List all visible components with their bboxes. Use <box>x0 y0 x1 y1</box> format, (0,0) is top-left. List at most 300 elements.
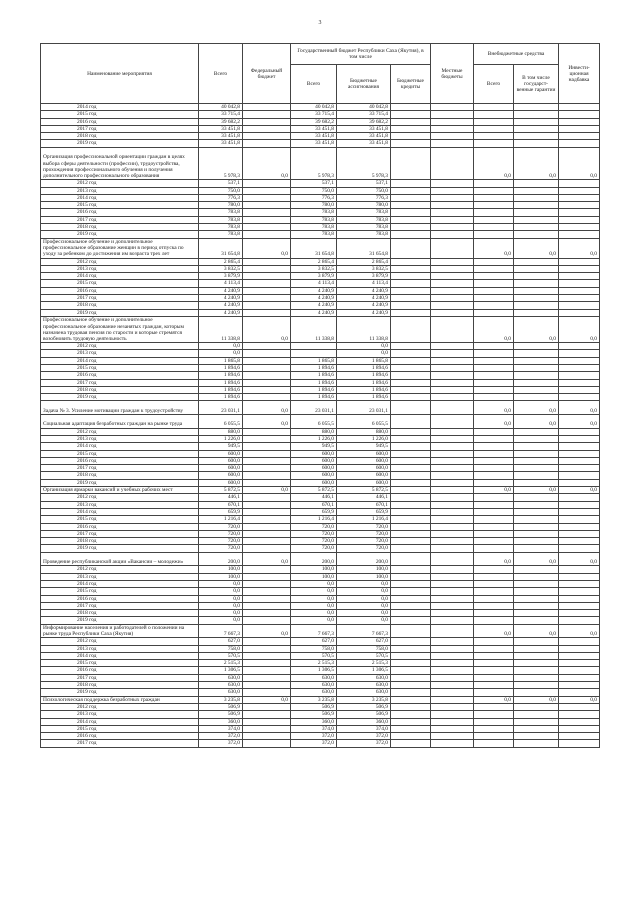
cell-extra-total <box>474 394 514 401</box>
cell-rep-total: 1 894,6 <box>291 394 337 401</box>
cell-local <box>431 357 474 364</box>
cell-extra-total <box>474 372 514 379</box>
cell-rep-total: 600,0 <box>291 450 337 457</box>
cell-total: 783,8 <box>199 224 243 231</box>
year-row <box>41 674 600 681</box>
cell-federal <box>243 287 291 294</box>
year-label: 2013 год <box>41 501 199 508</box>
cell-federal <box>243 104 291 111</box>
cell-local <box>431 350 474 357</box>
cell-local <box>431 443 474 450</box>
activity-row <box>41 147 600 180</box>
cell-rep-credit <box>391 343 431 350</box>
cell-rep-total: 372,0 <box>291 733 337 740</box>
cell-extra-total <box>474 386 514 393</box>
cell-extra-total <box>474 703 514 710</box>
cell-extra-total: 0,0 <box>474 415 514 429</box>
cell-rep-total: 11 338,8 <box>291 316 337 342</box>
cell-total: 40 042,8 <box>199 104 243 111</box>
year-row <box>41 610 600 617</box>
cell-local <box>431 602 474 609</box>
cell-federal <box>243 523 291 530</box>
cell-rep-total: 3 879,9 <box>291 273 337 280</box>
cell-total: 374,0 <box>199 725 243 732</box>
cell-local <box>431 652 474 659</box>
cell-innov: 0,0 <box>559 624 600 638</box>
cell-rep-invest: 1 894,6 <box>337 386 391 393</box>
cell-federal: 0,0 <box>243 552 291 566</box>
cell-extra-total <box>474 379 514 386</box>
cell-local <box>431 394 474 401</box>
cell-rep-invest: 783,8 <box>337 216 391 223</box>
year-row <box>41 379 600 386</box>
cell-federal <box>243 479 291 486</box>
cell-local <box>431 689 474 696</box>
cell-innov <box>559 530 600 537</box>
year-label: 2014 год <box>41 652 199 659</box>
cell-federal <box>243 733 291 740</box>
year-row <box>41 602 600 609</box>
cell-innov <box>559 140 600 147</box>
cell-rep-total: 1 894,6 <box>291 372 337 379</box>
cell-innov <box>559 660 600 667</box>
cell-rep-credit <box>391 703 431 710</box>
cell-rep-credit <box>391 573 431 580</box>
cell-extra-ppp <box>514 733 559 740</box>
cell-extra-ppp <box>514 231 559 238</box>
cell-innov <box>559 602 600 609</box>
cell-total: 1 894,6 <box>199 365 243 372</box>
cell-rep-invest: 627,0 <box>337 638 391 645</box>
cell-rep-invest: 1 894,6 <box>337 372 391 379</box>
cell-rep-invest: 783,8 <box>337 224 391 231</box>
cell-local <box>431 733 474 740</box>
cell-rep-total: 1 865,8 <box>291 357 337 364</box>
cell-extra-total <box>474 718 514 725</box>
cell-rep-credit <box>391 465 431 472</box>
cell-total: 6 055,5 <box>199 415 243 429</box>
cell-rep-credit <box>391 472 431 479</box>
cell-rep-credit <box>391 224 431 231</box>
cell-total: 4 113,4 <box>199 280 243 287</box>
cell-total: 627,0 <box>199 638 243 645</box>
cell-extra-ppp <box>514 674 559 681</box>
cell-extra-ppp: 0,0 <box>514 147 559 180</box>
cell-total: 750,0 <box>199 187 243 194</box>
cell-federal <box>243 435 291 442</box>
cell-rep-credit <box>391 552 431 566</box>
cell-local <box>431 302 474 309</box>
year-label: 2014 год <box>41 580 199 587</box>
cell-total: 783,8 <box>199 231 243 238</box>
cell-rep-total: 39 682,2 <box>291 118 337 125</box>
cell-rep-total: 600,0 <box>291 457 337 464</box>
year-row <box>41 357 600 364</box>
cell-innov <box>559 523 600 530</box>
cell-extra-total <box>474 350 514 357</box>
year-row <box>41 111 600 118</box>
year-label: 2013 год <box>41 645 199 652</box>
cell-rep-credit <box>391 372 431 379</box>
cell-federal <box>243 682 291 689</box>
year-label: 2015 год <box>41 660 199 667</box>
year-label: 2017 год <box>41 740 199 747</box>
cell-total: 4 240,9 <box>199 295 243 302</box>
cell-rep-invest: 1 894,6 <box>337 365 391 372</box>
cell-rep-total: 1 894,6 <box>291 365 337 372</box>
cell-innov <box>559 538 600 545</box>
cell-rep-invest: 0,0 <box>337 610 391 617</box>
cell-total: 33 715,4 <box>199 111 243 118</box>
cell-rep-total: 758,0 <box>291 645 337 652</box>
cell-rep-credit <box>391 516 431 523</box>
cell-local <box>431 316 474 342</box>
cell-total: 2 865,4 <box>199 258 243 265</box>
year-label: 2019 год <box>41 479 199 486</box>
cell-extra-ppp <box>514 595 559 602</box>
year-row <box>41 309 600 316</box>
cell-rep-credit <box>391 638 431 645</box>
cell-rep-total: 630,0 <box>291 689 337 696</box>
cell-innov <box>559 180 600 187</box>
year-row <box>41 295 600 302</box>
cell-innov <box>559 379 600 386</box>
cell-extra-ppp <box>514 689 559 696</box>
cell-extra-ppp <box>514 479 559 486</box>
cell-innov <box>559 674 600 681</box>
cell-extra-total <box>474 740 514 747</box>
cell-rep-invest: 446,1 <box>337 494 391 501</box>
year-label: 2018 год <box>41 610 199 617</box>
cell-total: 0,0 <box>199 588 243 595</box>
cell-innov <box>559 133 600 140</box>
cell-innov <box>559 566 600 573</box>
cell-local <box>431 588 474 595</box>
year-row <box>41 457 600 464</box>
cell-federal <box>243 231 291 238</box>
cell-innov <box>559 725 600 732</box>
cell-extra-ppp <box>514 516 559 523</box>
cell-rep-invest: 6 055,5 <box>337 415 391 429</box>
cell-extra-total <box>474 588 514 595</box>
cell-extra-ppp <box>514 443 559 450</box>
cell-rep-total: 780,0 <box>291 202 337 209</box>
activity-row <box>41 238 600 258</box>
cell-rep-invest: 2 865,4 <box>337 258 391 265</box>
year-label: 2014 год <box>41 508 199 515</box>
cell-rep-credit <box>391 530 431 537</box>
cell-innov <box>559 457 600 464</box>
cell-extra-ppp <box>514 472 559 479</box>
cell-extra-ppp <box>514 394 559 401</box>
cell-extra-ppp <box>514 280 559 287</box>
cell-total: 5 978,3 <box>199 147 243 180</box>
cell-extra-total <box>474 689 514 696</box>
cell-extra-total: 0,0 <box>474 401 514 415</box>
activity-name: Профессиональное обучение и дополнительное профессиональное образование незанятых граждан, которым назначена трудовая пенсия по старости и которые стремятся возобновить трудовую деятельность <box>41 316 199 342</box>
cell-extra-total <box>474 287 514 294</box>
cell-rep-total: 200,0 <box>291 552 337 566</box>
cell-rep-total: 33 715,4 <box>291 111 337 118</box>
cell-total: 949,5 <box>199 443 243 450</box>
cell-rep-credit <box>391 711 431 718</box>
year-label: 2018 год <box>41 133 199 140</box>
year-row <box>41 538 600 545</box>
cell-rep-invest: 600,0 <box>337 465 391 472</box>
cell-total: 5 872,5 <box>199 487 243 494</box>
cell-rep-total: 7 667,3 <box>291 624 337 638</box>
cell-rep-credit <box>391 545 431 552</box>
cell-innov <box>559 501 600 508</box>
cell-innov <box>559 733 600 740</box>
cell-federal <box>243 465 291 472</box>
cell-extra-ppp <box>514 118 559 125</box>
cell-federal: 0,0 <box>243 624 291 638</box>
cell-extra-total <box>474 309 514 316</box>
cell-rep-credit <box>391 394 431 401</box>
cell-local <box>431 682 474 689</box>
cell-local <box>431 696 474 703</box>
cell-rep-total: 630,0 <box>291 674 337 681</box>
cell-extra-ppp <box>514 566 559 573</box>
cell-rep-credit <box>391 718 431 725</box>
cell-local <box>431 624 474 638</box>
cell-innov <box>559 645 600 652</box>
year-row <box>41 530 600 537</box>
year-row <box>41 104 600 111</box>
cell-rep-credit <box>391 265 431 272</box>
cell-rep-invest: 600,0 <box>337 450 391 457</box>
cell-total: 1 894,6 <box>199 386 243 393</box>
cell-local <box>431 202 474 209</box>
cell-rep-credit <box>391 386 431 393</box>
year-label: 2016 год <box>41 733 199 740</box>
cell-innov <box>559 258 600 265</box>
cell-federal <box>243 472 291 479</box>
cell-total: 720,0 <box>199 530 243 537</box>
cell-extra-total <box>474 343 514 350</box>
cell-local <box>431 566 474 573</box>
year-row <box>41 516 600 523</box>
cell-rep-total: 600,0 <box>291 479 337 486</box>
cell-extra-ppp <box>514 602 559 609</box>
cell-local <box>431 552 474 566</box>
cell-innov <box>559 302 600 309</box>
cell-extra-ppp <box>514 216 559 223</box>
activity-row <box>41 696 600 703</box>
cell-rep-invest: 0,0 <box>337 588 391 595</box>
cell-total: 600,0 <box>199 472 243 479</box>
year-row <box>41 265 600 272</box>
cell-innov <box>559 309 600 316</box>
cell-rep-credit <box>391 652 431 659</box>
cell-extra-ppp <box>514 258 559 265</box>
year-label: 2015 год <box>41 516 199 523</box>
cell-local <box>431 718 474 725</box>
cell-extra-total <box>474 104 514 111</box>
cell-federal <box>243 394 291 401</box>
cell-rep-invest: 780,0 <box>337 202 391 209</box>
cell-rep-invest: 630,0 <box>337 689 391 696</box>
cell-extra-ppp <box>514 273 559 280</box>
cell-total: 3 879,9 <box>199 273 243 280</box>
cell-extra-total <box>474 280 514 287</box>
cell-total: 0,0 <box>199 610 243 617</box>
year-label: 2015 год <box>41 725 199 732</box>
year-label: 2013 год <box>41 265 199 272</box>
cell-local <box>431 573 474 580</box>
cell-extra-total <box>474 494 514 501</box>
year-label: 2015 год <box>41 280 199 287</box>
cell-total: 23 031,1 <box>199 401 243 415</box>
cell-innov <box>559 508 600 515</box>
activity-name: Профессиональное обучение и дополнительное профессиональное образование женщин в период отпуска по уходу за ребенком до достижения им возраста трех лет <box>41 238 199 258</box>
cell-extra-total <box>474 645 514 652</box>
activity-name: Психологическая поддержка безработных граждан <box>41 696 199 703</box>
cell-total: 1 865,8 <box>199 357 243 364</box>
cell-extra-total <box>474 265 514 272</box>
cell-extra-total <box>474 501 514 508</box>
cell-extra-total <box>474 273 514 280</box>
cell-innov <box>559 224 600 231</box>
cell-rep-total: 100,0 <box>291 566 337 573</box>
year-label: 2017 год <box>41 530 199 537</box>
header-innov: Инвести-ционная надбавка <box>559 44 600 104</box>
cell-total: 780,0 <box>199 202 243 209</box>
cell-extra-total <box>474 435 514 442</box>
cell-extra-ppp <box>514 111 559 118</box>
cell-extra-ppp <box>514 617 559 624</box>
cell-local <box>431 118 474 125</box>
cell-rep-credit <box>391 280 431 287</box>
cell-rep-invest: 670,1 <box>337 501 391 508</box>
cell-rep-invest: 1 894,6 <box>337 379 391 386</box>
year-label: 2018 год <box>41 386 199 393</box>
cell-federal <box>243 508 291 515</box>
cell-rep-invest: 100,0 <box>337 573 391 580</box>
cell-rep-credit <box>391 209 431 216</box>
cell-total: 33 451,8 <box>199 133 243 140</box>
cell-rep-invest: 0,0 <box>337 350 391 357</box>
cell-extra-total <box>474 258 514 265</box>
cell-rep-credit <box>391 725 431 732</box>
cell-rep-credit <box>391 147 431 180</box>
year-label: 2018 год <box>41 682 199 689</box>
cell-rep-credit <box>391 180 431 187</box>
cell-total: 630,0 <box>199 682 243 689</box>
year-row <box>41 638 600 645</box>
cell-extra-ppp <box>514 580 559 587</box>
cell-local <box>431 104 474 111</box>
header-federal: Федеральный бюджет <box>243 44 291 104</box>
cell-rep-total: 720,0 <box>291 530 337 537</box>
cell-rep-credit <box>391 457 431 464</box>
cell-total: 1 216,4 <box>199 516 243 523</box>
cell-extra-ppp: 0,0 <box>514 487 559 494</box>
cell-rep-credit <box>391 104 431 111</box>
cell-total: 4 240,9 <box>199 309 243 316</box>
year-label: 2019 год <box>41 545 199 552</box>
year-row <box>41 479 600 486</box>
cell-innov <box>559 494 600 501</box>
year-row <box>41 545 600 552</box>
activity-row <box>41 487 600 494</box>
cell-total: 0,0 <box>199 350 243 357</box>
activity-name: Организация ярмарки вакансий и учебных рабочих мест <box>41 487 199 494</box>
cell-extra-ppp <box>514 287 559 294</box>
year-label: 2014 год <box>41 104 199 111</box>
cell-extra-ppp <box>514 494 559 501</box>
cell-rep-credit <box>391 287 431 294</box>
cell-innov <box>559 428 600 435</box>
cell-federal <box>243 501 291 508</box>
cell-federal <box>243 595 291 602</box>
cell-total: 0,0 <box>199 617 243 624</box>
cell-federal <box>243 372 291 379</box>
cell-rep-credit <box>391 118 431 125</box>
cell-local <box>431 457 474 464</box>
cell-federal <box>243 674 291 681</box>
year-label: 2013 год <box>41 573 199 580</box>
cell-extra-total: 0,0 <box>474 147 514 180</box>
cell-rep-credit <box>391 682 431 689</box>
cell-extra-ppp <box>514 224 559 231</box>
cell-rep-total: 1 226,0 <box>291 435 337 442</box>
year-label: 2016 год <box>41 209 199 216</box>
cell-rep-credit <box>391 588 431 595</box>
cell-rep-invest: 372,0 <box>337 733 391 740</box>
cell-innov <box>559 703 600 710</box>
cell-innov <box>559 394 600 401</box>
cell-local <box>431 309 474 316</box>
cell-rep-total: 6 055,5 <box>291 415 337 429</box>
cell-federal <box>243 573 291 580</box>
year-label: 2012 год <box>41 343 199 350</box>
cell-extra-total <box>474 602 514 609</box>
cell-rep-total: 627,0 <box>291 638 337 645</box>
cell-innov <box>559 580 600 587</box>
cell-federal <box>243 125 291 132</box>
cell-extra-ppp <box>514 711 559 718</box>
cell-total: 670,1 <box>199 501 243 508</box>
cell-innov <box>559 372 600 379</box>
cell-rep-invest: 949,5 <box>337 443 391 450</box>
cell-local <box>431 133 474 140</box>
year-row <box>41 287 600 294</box>
cell-rep-credit <box>391 602 431 609</box>
cell-local <box>431 280 474 287</box>
cell-federal <box>243 638 291 645</box>
cell-total: 2 515,3 <box>199 660 243 667</box>
cell-extra-total: 0,0 <box>474 316 514 342</box>
cell-local <box>431 365 474 372</box>
cell-rep-credit <box>391 508 431 515</box>
cell-local <box>431 147 474 180</box>
cell-extra-ppp <box>514 645 559 652</box>
cell-rep-credit <box>391 487 431 494</box>
cell-innov <box>559 638 600 645</box>
cell-extra-total <box>474 428 514 435</box>
cell-local <box>431 660 474 667</box>
cell-rep-credit <box>391 350 431 357</box>
cell-innov <box>559 280 600 287</box>
cell-rep-invest: 1 894,6 <box>337 394 391 401</box>
cell-federal: 0,0 <box>243 487 291 494</box>
year-row <box>41 180 600 187</box>
cell-rep-total: 783,8 <box>291 231 337 238</box>
year-label: 2015 год <box>41 202 199 209</box>
activity-row <box>41 316 600 342</box>
